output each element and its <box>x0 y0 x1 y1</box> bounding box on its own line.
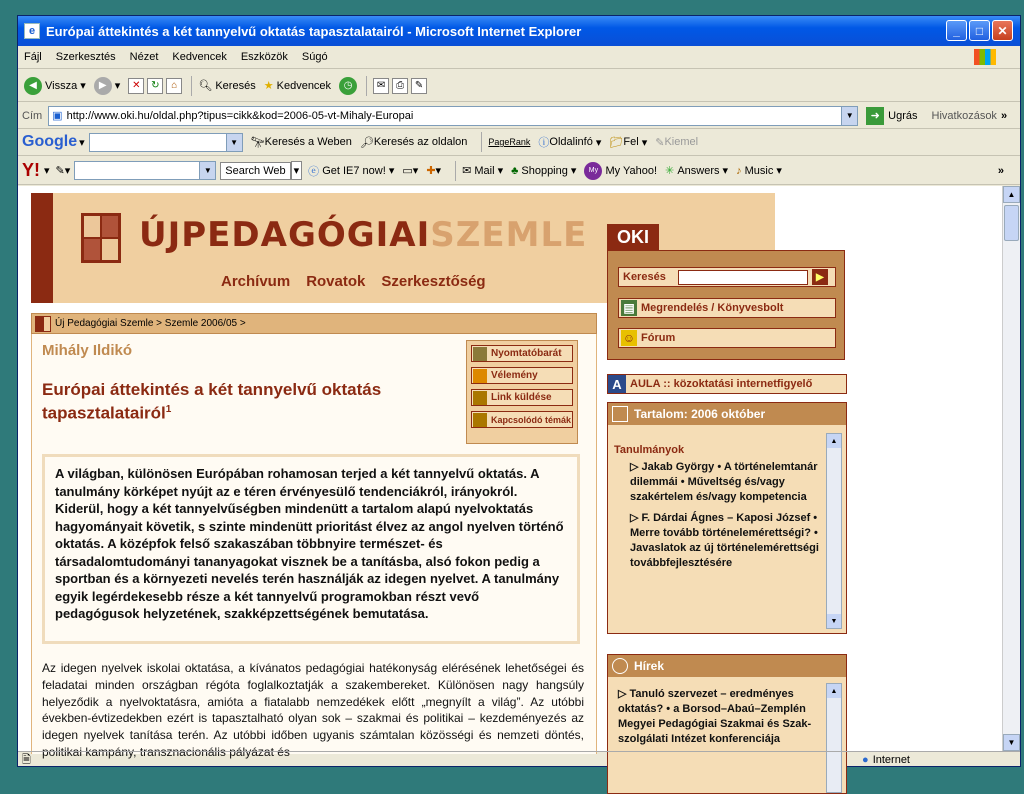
window-icon: ▭ <box>402 165 413 177</box>
search-web-button[interactable]: Search Web <box>220 162 290 180</box>
yahoo-logo[interactable]: Y! <box>22 160 40 180</box>
google-search-input[interactable] <box>89 133 243 152</box>
my-yahoo-button[interactable]: My My Yahoo! <box>584 162 657 180</box>
warning-icon <box>473 369 487 383</box>
security-zone: ● Internet <box>862 754 910 766</box>
search-web-button[interactable]: 🔭︎ Keresés a Weben <box>250 136 352 149</box>
news-icon <box>612 658 628 674</box>
smiley-icon: ☺ <box>622 331 636 345</box>
browser-window <box>17 15 1021 767</box>
related-icon <box>473 413 487 427</box>
aula-link[interactable]: A AULA :: közoktatási internetfigyelő <box>607 374 847 394</box>
oki-logo[interactable]: OKI <box>607 224 659 250</box>
nav-editorial[interactable]: Szerkesztőség <box>381 273 486 290</box>
shopping-button[interactable]: ♣ Shopping ▾ <box>511 164 577 177</box>
opinion-button[interactable]: Vélemény <box>471 367 573 384</box>
search-site-button[interactable]: 🔎︎ Keresés az oldalon <box>359 136 468 149</box>
menu-view[interactable]: Nézet <box>129 51 159 63</box>
go-arrow-icon: ➜ <box>866 107 884 125</box>
article-body: Az idegen nyelvek iskolai oktatása, a kívánatos pedagógiai hatékonyság elérésének lehetőségei és feladatai minden országban régóta foglalkoztatják a szakembereket. Különösen nagy hangsúly helyeződik a nyelvoktatásra, amióta a fiatalabb nemzedékek előtt „megnyílt a világ”. Az utóbbi években-évtizedekben ezért is tapasztalható olyan sok – szakmai és politikai – kezdeményezés az idegen nyelvek tanítása terén. Az utóbbi időben ugyanis számtalan közösségi és nemzeti döntés, politikai kampány, transznacionális pályázat és <box>42 661 584 759</box>
article-title: Európai áttekintés a két tannyelvű oktatás tapasztalatairól$^1$ <box>42 380 382 423</box>
crosshair-icon: ✚ <box>426 165 436 177</box>
site-search: Keresés ▶ <box>618 267 836 287</box>
forward-button[interactable]: ▶ ▾ <box>94 77 121 95</box>
music-button[interactable]: ♪ Music ▾ <box>736 164 782 177</box>
contents-section: Tanulmányok <box>614 444 685 456</box>
ups-logo[interactable] <box>81 213 121 263</box>
toolbar-separator <box>455 161 456 181</box>
minimize-button[interactable]: _ <box>946 20 967 41</box>
close-button[interactable]: ✕ <box>992 20 1013 41</box>
chevron-right-icon[interactable]: » <box>1000 109 1008 122</box>
address-bar <box>18 103 1020 129</box>
anti-spy-dropdown[interactable]: ✚ ▾ <box>426 165 442 177</box>
forum-button[interactable]: ☺ Fórum <box>618 328 836 348</box>
page-icon: ▣ <box>52 110 63 122</box>
toolbar-separator <box>481 132 482 152</box>
grid-icon <box>35 316 51 332</box>
breadcrumb-home[interactable]: Új Pedagógiai Szemle <box>55 318 154 329</box>
scroll-up-icon[interactable]: ▲ <box>1003 186 1020 203</box>
answers-icon: ✳ <box>665 165 678 177</box>
aula-icon: A <box>608 375 626 393</box>
back-button[interactable]: ◀ Vissza ▾ <box>24 77 86 95</box>
page-status-icon: 🗎 <box>22 753 31 766</box>
menu-file[interactable]: Fájl <box>24 51 42 63</box>
menu-help[interactable]: Súgó <box>301 51 328 63</box>
standard-toolbar <box>18 70 1020 102</box>
contents-header: Tartalom: 2006 október <box>608 403 846 425</box>
globe-icon: ● <box>862 754 869 766</box>
shopping-icon: ♣ <box>511 164 522 177</box>
search-icon: 🔍︎ <box>198 80 216 92</box>
pagerank-indicator[interactable]: PageRank <box>488 137 531 147</box>
related-topics-button[interactable]: Kapcsolódó témák <box>471 411 573 428</box>
list-item[interactable]: ▷ Jakab György • A történelemtanár dilemmái • Műveltség és/vagy szakértelem és/vagy kompetencia <box>630 461 818 503</box>
toolbar-separator <box>366 76 367 96</box>
site-search-icon: 🔎︎ <box>359 136 374 149</box>
print-friendly-button[interactable]: Nyomtatóbarát <box>471 345 573 362</box>
list-item[interactable]: ▷ Tanuló szervezet – eredményes oktatás? • a Borsod–Abaú–Zemplén Megyei Pedagógiai Szakmai és Szak-szolgálati Intézet konferenciája <box>618 688 812 745</box>
links-button[interactable]: Hivatkozások <box>931 109 997 122</box>
binoculars-icon: 🔭︎ <box>250 136 265 149</box>
news-panel <box>607 654 847 794</box>
go-button[interactable]: ➜ Ugrás <box>866 107 917 125</box>
maximize-button[interactable]: □ <box>969 20 990 41</box>
google-toolbar: Google ▾ ▼ 🔭︎ Keresés a Weben 🔎︎ Keresés az oldalon PageRank ⓘ Oldalinfó ▾ 📁︎ Fel ▾ ✎ Kiemel <box>18 129 1020 156</box>
article-abstract: A világban, különösen Európában rohamosan terjed a két tannyelvű oktatás. A tanulmány körképet nyújt az e téren érvényesülő tendenciákról, irányokról. Kiderül, hogy a két tannyelvűségben mindenütt a tartalom alapú nyelvoktatás hagyományait követik, s szinte mindenütt prioritást élvez az angol nyelven történő oktatás. A középfok felső szakaszában többnyire természet- és társadalomtudományi tananyagokat visznek be a tanításba, alsó fokon pedig a sportban és a környezeti nevelés terén használják az idegen nyelvet. A tanulmány egyik legérdekesebb része a két tannyelvű programokban részt vevő pedagógusok helyzetének, szakképzettségének bemutatása. <box>42 454 580 644</box>
contents-panel <box>607 402 847 634</box>
grid-icon <box>612 406 628 422</box>
stop-icon[interactable]: ✕ <box>128 78 144 94</box>
contents-scrollbar[interactable]: ▲ ▼ <box>826 433 842 629</box>
printer-icon <box>473 347 487 361</box>
address-dropdown-icon[interactable]: ▼ <box>841 107 857 125</box>
article-tools <box>466 340 578 444</box>
nav-sections[interactable]: Rovatok <box>306 273 366 290</box>
pageinfo-button[interactable]: ⓘ Oldalinfó ▾ <box>538 136 602 149</box>
books-icon: ▤ <box>621 300 637 316</box>
ie-page-icon: e <box>24 23 40 39</box>
send-link-button[interactable]: Link küldése <box>471 389 573 406</box>
list-item[interactable]: ▷ F. Dárdai Ágnes – Kaposi József • Merre tovább történelemérettségi? • Javaslatok az új történelemérettségi továbbfejlesztésére <box>630 512 819 569</box>
footnote-marker[interactable]: 1 <box>165 404 172 415</box>
yahoo-search-input[interactable] <box>74 161 216 180</box>
answers-button[interactable]: ✳ Answers ▾ <box>665 164 729 177</box>
header-stripe <box>31 193 53 303</box>
window-title: Európai áttekintés a két tannyelvű oktatás tapasztalatairól - Microsoft Internet Explorer <box>46 23 582 39</box>
mail-icon: ✉ <box>462 165 475 177</box>
ie-icon: ⓔ <box>308 165 323 178</box>
back-arrow-icon: ◀ <box>24 77 42 95</box>
favorites-button[interactable]: ★ Kedvencek <box>263 79 332 92</box>
home-icon[interactable]: ⌂ <box>166 78 182 94</box>
print-icon[interactable]: ⎙ <box>392 78 408 94</box>
page-viewport[interactable] <box>18 186 1002 759</box>
news-scrollbar[interactable]: ▲ <box>826 683 842 793</box>
chevron-right-icon[interactable]: » <box>997 164 1004 177</box>
google-logo[interactable]: Google <box>22 133 78 150</box>
dropdown-icon[interactable]: ▼ <box>226 134 242 151</box>
mail-icon[interactable]: ✉ <box>373 78 389 94</box>
up-button[interactable]: 📁︎ Fel ▾ <box>609 136 648 149</box>
history-icon[interactable]: ◷ <box>339 77 357 95</box>
status-bar <box>18 751 1020 768</box>
breadcrumb: Új Pedagógiai Szemle > Szemle 2006/05 > <box>31 313 597 334</box>
my-yahoo-icon: My <box>584 162 602 180</box>
title-bar[interactable] <box>18 16 1020 46</box>
menu-tools[interactable]: Eszközök <box>240 51 288 63</box>
highlight-button[interactable]: ✎ Kiemel <box>655 136 699 149</box>
edit-icon[interactable]: ✎ <box>411 78 427 94</box>
search-dropdown-icon[interactable]: ▾ <box>291 161 303 180</box>
article-author: Mihály Ildikó <box>42 342 133 359</box>
menu-favorites[interactable]: Kedvencek <box>172 51 227 63</box>
window-dropdown[interactable]: ▭ ▾ <box>402 165 419 177</box>
news-list <box>614 687 824 753</box>
pencil-icon[interactable]: ✎▾ <box>55 165 71 177</box>
info-icon: ⓘ <box>538 137 550 149</box>
breadcrumb-issue[interactable]: Szemle 2006/05 <box>164 318 238 329</box>
highlighter-icon: ✎ <box>655 136 665 149</box>
site-search-input[interactable] <box>678 270 808 285</box>
scroll-down-icon[interactable]: ▼ <box>1003 734 1020 751</box>
mail-button[interactable]: ✉ Mail ▾ <box>462 164 504 177</box>
search-submit-icon[interactable]: ▶ <box>812 269 828 285</box>
address-url: http://www.oki.hu/oldal.php?tipus=cikk&kod=2006-05-vt-Mihaly-Europai <box>66 109 414 122</box>
windows-logo-icon <box>974 49 996 65</box>
scroll-thumb[interactable] <box>1004 205 1019 241</box>
news-header: Hírek <box>608 655 846 677</box>
main-nav <box>221 273 486 290</box>
folder-up-icon: 📁︎ <box>609 136 624 149</box>
menu-bar <box>18 46 1020 69</box>
nav-archive[interactable]: Archívum <box>221 273 291 290</box>
address-input[interactable] <box>48 106 858 126</box>
article <box>31 334 597 759</box>
search-button[interactable]: 🔍︎ Keresés <box>198 79 256 92</box>
dropdown-icon[interactable]: ▼ <box>199 162 215 179</box>
music-icon: ♪ <box>736 164 745 177</box>
forward-arrow-icon: ▶ <box>94 77 112 95</box>
site-name[interactable]: ÚJPEDAGÓGIAISZEMLE <box>139 215 588 255</box>
get-ie7-button[interactable]: ⓔ Get IE7 now! ▾ <box>308 164 395 178</box>
address-label: Cím <box>22 109 43 122</box>
yahoo-toolbar: Y! ▾ ✎▾ ▼ Search Web ▾ ⓔ Get IE7 now! ▾ ▭ ▾ ✚ ▾ ✉ Mail ▾ ♣ Shopping ▾ My My Yahoo! ✳ Answers ▾ ♪ Music ▾ » <box>18 157 1020 185</box>
refresh-icon[interactable]: ↻ <box>147 78 163 94</box>
contents-list <box>614 443 824 577</box>
menu-edit[interactable]: Szerkesztés <box>55 51 116 63</box>
toolbar-separator <box>191 76 192 96</box>
page-scrollbar[interactable] <box>1002 186 1020 751</box>
order-bookstore-button[interactable]: ▤ Megrendelés / Könyvesbolt <box>618 298 836 318</box>
star-icon: ★ <box>263 80 277 92</box>
link-icon <box>473 391 487 405</box>
